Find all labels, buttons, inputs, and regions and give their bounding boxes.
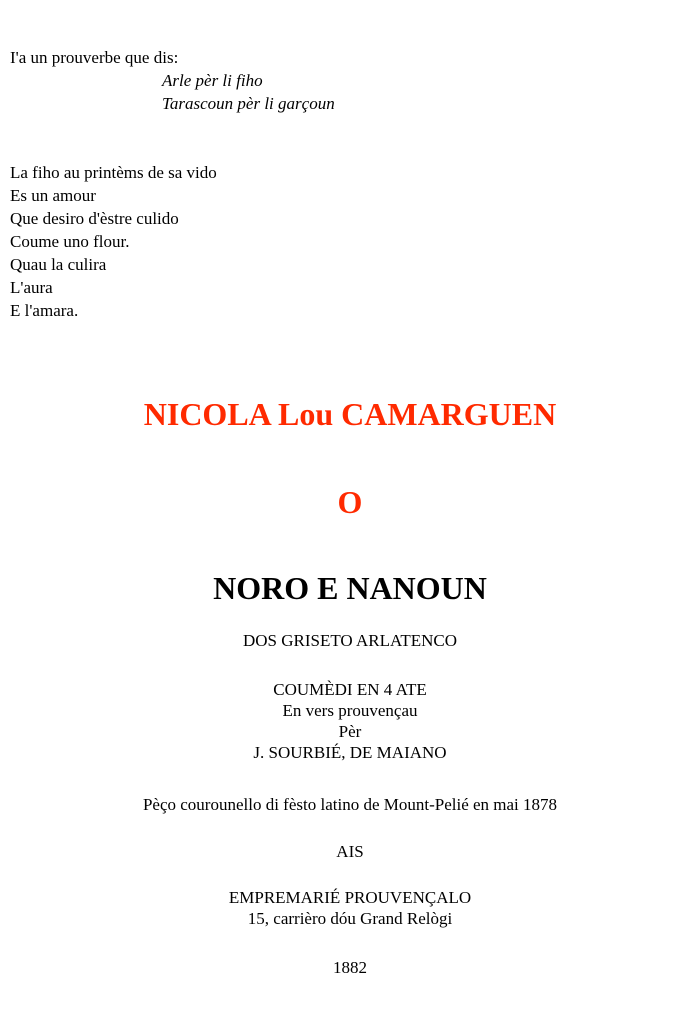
poem-line: L'aura <box>10 278 53 297</box>
epigraph <box>10 46 335 115</box>
poem-line: Es un amour <box>10 186 96 205</box>
title-conjunction: O <box>337 484 363 520</box>
poem-line: Quau la culira <box>10 255 107 274</box>
alternate-title: NORO E NANOUN <box>213 570 487 606</box>
poem-line: Coume uno flour. <box>10 232 130 251</box>
genre-line: COUMÈDI EN 4 ATE <box>273 680 427 699</box>
proverb-line: Tarascoun pèr li garçoun <box>162 94 335 113</box>
poem-line: Que desiro d'èstre culido <box>10 209 179 228</box>
proverb-line: Arle pèr li fiho <box>162 71 263 90</box>
publisher-address: 15, carrièro dóu Grand Relògi <box>247 909 453 928</box>
poem <box>10 161 217 322</box>
publisher-block <box>0 887 700 929</box>
genre-line: Pèr <box>338 722 362 741</box>
poem-line: La fiho au printèms de sa vido <box>10 163 217 182</box>
main-title: NICOLA Lou CAMARGUEN <box>143 396 557 432</box>
award-line: Pèço courounello di fèsto latino de Mount-Pelié en mai 1878 <box>142 795 558 814</box>
author-line: J. SOURBIÉ, DE MAIANO <box>253 743 447 762</box>
genre-line: En vers prouvençau <box>282 701 418 720</box>
subtitle: DOS GRISETO ARLATENCO <box>242 631 458 650</box>
epigraph-intro: I'a un prouverbe que dis: <box>10 48 179 67</box>
publisher-name: EMPREMARIÉ PROUVENÇALO <box>228 888 472 907</box>
place-line: AIS <box>336 842 364 861</box>
year-line: 1882 <box>333 958 367 977</box>
poem-line: E l'amara. <box>10 301 79 320</box>
genre-block <box>0 679 700 763</box>
